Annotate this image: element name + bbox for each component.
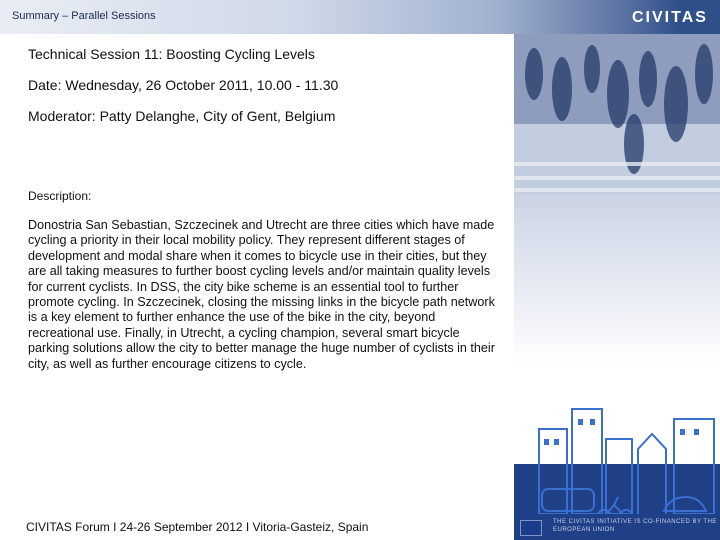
- side-illustration-column: [514, 34, 720, 540]
- civitas-logo: CIVITAS: [632, 9, 708, 26]
- session-date: Date: Wednesday, 26 October 2011, 10.00 - 11.30: [28, 77, 339, 93]
- session-title: Technical Session 11: Boosting Cycling Levels: [28, 46, 315, 62]
- eu-flag-icon: [520, 520, 542, 536]
- section-label: Summary – Parallel Sessions: [12, 10, 156, 22]
- eu-cofinance-note: THE CIVITAS INITIATIVE IS CO-FINANCED BY THE EUROPEAN UNION: [553, 519, 717, 533]
- description-body: Donostria San Sebastian, Szczecinek and Utrecht are three cities which have made cycling a priority in their local mobility policy. They represent different stages of development and modal share when it comes to bicycle use in their cities, but they are all taking measures to further boost cycling levels and/or maintain quality levels for current cyclists. In DSS, the city bike scheme is an essential tool to further promote cycling. In Szczecinek, closing the missing links in the bicycle path network is a key element to further enhance the use of the bike in the city, beyond recreational use. Finally, in Utrecht, a cycling champion, several smart bicycle parking solutions allow the city to better manage the huge number of cyclists in their city, as well as further encourage citizens to cycle.: [28, 218, 495, 371]
- session-moderator: Moderator: Patty Delanghe, City of Gent, Belgium: [28, 108, 336, 124]
- header-band: [0, 0, 720, 34]
- pedestrians-photo: [514, 34, 720, 194]
- description-label: Description:: [28, 189, 92, 203]
- footer-event-info: CIVITAS Forum I 24-26 September 2012 I Vitoria-Gasteiz, Spain: [26, 520, 369, 534]
